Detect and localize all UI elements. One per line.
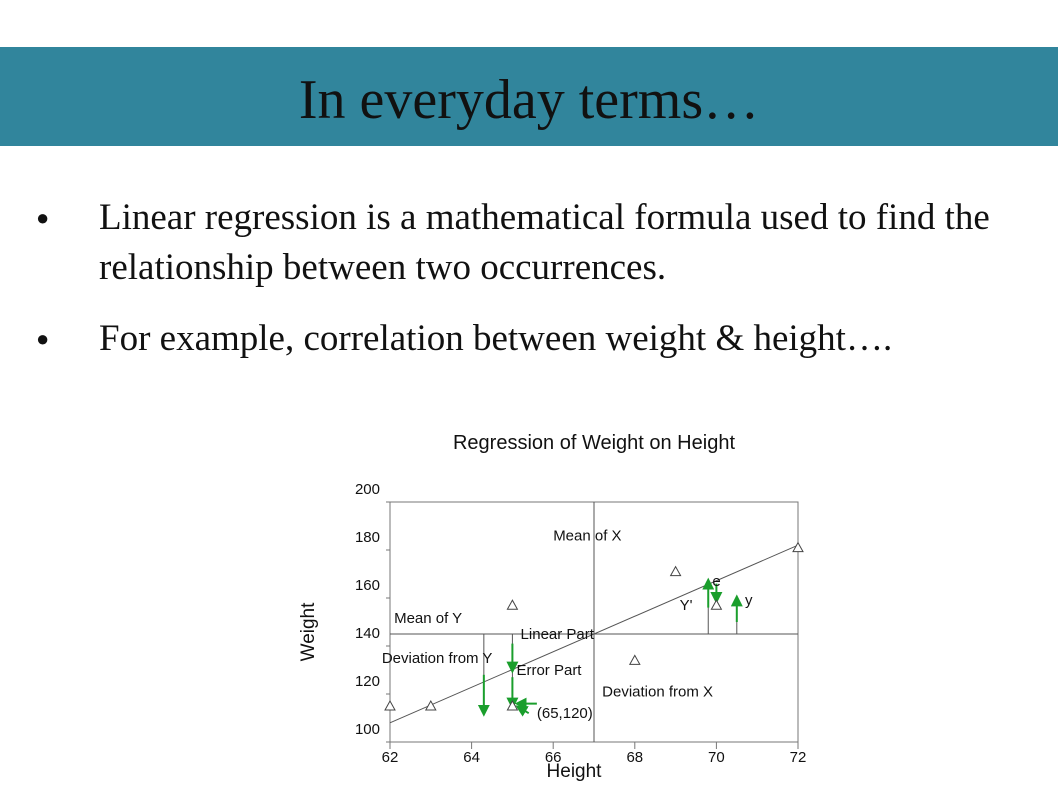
y-tick-label: 160 bbox=[354, 577, 380, 594]
chart-annotation: Error Part bbox=[516, 661, 582, 679]
green-arrow bbox=[521, 708, 529, 713]
data-point bbox=[711, 600, 721, 609]
chart-annotation: y bbox=[744, 592, 753, 610]
y-tick-label: 120 bbox=[354, 673, 380, 690]
data-point bbox=[385, 701, 395, 710]
regression-chart bbox=[290, 425, 830, 785]
y-tick-label: 140 bbox=[354, 625, 380, 642]
title-band bbox=[0, 47, 1058, 146]
data-point bbox=[507, 600, 517, 609]
x-tick-label: 62 bbox=[381, 749, 399, 766]
chart-annotation: Y' bbox=[679, 597, 693, 614]
x-tick-label: 72 bbox=[789, 749, 807, 766]
chart-annotation: Deviation from X bbox=[602, 683, 714, 701]
x-tick-label: 66 bbox=[544, 749, 562, 766]
bullet-item bbox=[36, 314, 1026, 364]
x-tick-label: 68 bbox=[626, 749, 644, 766]
data-point bbox=[671, 567, 681, 576]
slide-title: In everyday terms… bbox=[298, 69, 760, 131]
bullet-dot-icon: ● bbox=[36, 205, 50, 230]
chart-annotation: e bbox=[712, 573, 721, 590]
bullet-dot-icon: ● bbox=[36, 326, 50, 351]
chart-annotation: (65,120) bbox=[536, 705, 593, 722]
chart-annotation: Deviation from Y bbox=[381, 649, 493, 667]
x-axis-label: Height bbox=[546, 761, 602, 782]
bullet-text: For example, correlation between weight & height…. bbox=[99, 318, 893, 359]
bullet-item bbox=[36, 193, 1026, 293]
y-tick-label: 100 bbox=[354, 721, 380, 738]
chart-annotation: Mean of X bbox=[553, 527, 622, 545]
data-point bbox=[426, 701, 436, 710]
y-tick-label: 200 bbox=[354, 481, 380, 498]
data-point bbox=[630, 655, 640, 664]
y-tick-label: 180 bbox=[354, 529, 380, 546]
x-tick-label: 70 bbox=[708, 749, 725, 766]
chart-annotation: Linear Part bbox=[520, 625, 594, 643]
y-axis-label: Weight bbox=[298, 602, 319, 662]
bullet-text: Linear regression is a mathematical formula used to find the relationship between two occurrences. bbox=[99, 197, 990, 288]
chart-title: Regression of Weight on Height bbox=[452, 432, 736, 454]
chart-annotation: Mean of Y bbox=[394, 610, 463, 628]
data-point bbox=[507, 701, 517, 710]
x-tick-label: 64 bbox=[463, 749, 480, 766]
